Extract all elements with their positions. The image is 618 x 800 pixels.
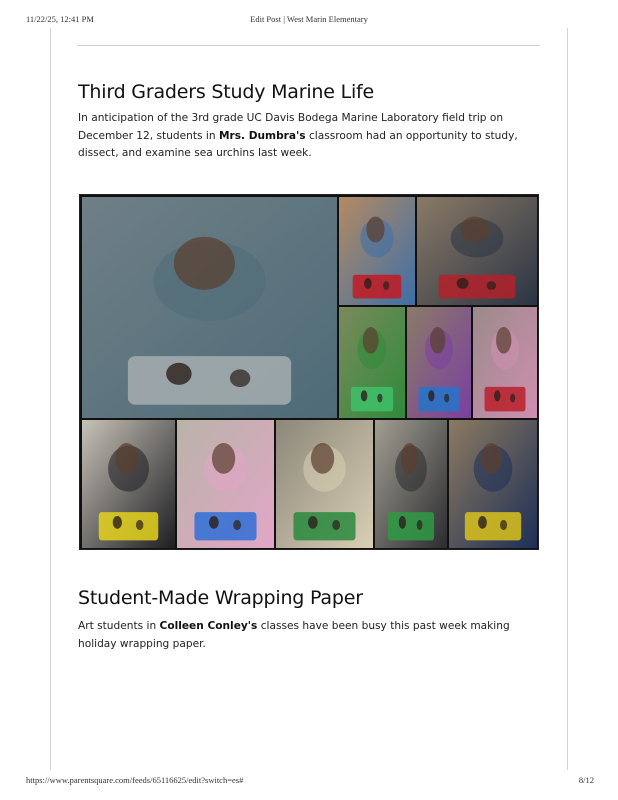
teacher-name: Mrs. Dumbra's	[218, 129, 306, 142]
photo-class-circle-image	[82, 197, 337, 418]
photo-boy-green-shirt	[339, 307, 405, 418]
photo-purple-hat	[407, 307, 471, 418]
teacher-name: Colleen Conley's	[159, 620, 258, 632]
photo-purple-hat-image	[407, 307, 471, 418]
photo-two-girls-image	[276, 420, 373, 548]
photo-girl-black-shirt-image	[82, 420, 175, 548]
photo-boy-red-tray-image	[339, 197, 415, 305]
article-body	[78, 618, 540, 653]
article-marine-life	[78, 78, 540, 163]
photo-girl-green-tray	[375, 420, 447, 548]
content-border-right	[567, 28, 568, 770]
photo-boy-green-shirt-image	[339, 307, 405, 418]
photo-collage[interactable]	[79, 194, 539, 550]
article-heading: Third Graders Study Marine Life	[78, 81, 375, 103]
page-number: 8/12	[578, 775, 594, 785]
body-text: classroom had an opportunity to study, dissect, and examine sea urchins last week.	[78, 129, 518, 159]
photo-navy-cap-image	[449, 420, 537, 548]
article-wrapping-paper	[78, 584, 540, 653]
photo-girl-pink-shirt-image	[473, 307, 537, 418]
photo-boy-red-tray	[339, 197, 415, 305]
print-header	[0, 14, 618, 28]
photo-girl-pink-tshirt-image	[177, 420, 274, 548]
photo-two-girls	[276, 420, 373, 548]
body-text: In anticipation of the 3rd grade UC Davis Bodega Marine Laboratory field trip on December 12, students in	[78, 112, 504, 142]
photo-kids-red-tray	[417, 197, 537, 305]
photo-class-circle	[82, 197, 337, 418]
content-border-left	[50, 28, 51, 770]
body-text: classes have been busy this past week making holiday wrapping paper.	[78, 620, 510, 650]
article-heading: Student-Made Wrapping Paper	[78, 587, 363, 609]
photo-girl-pink-shirt	[473, 307, 537, 418]
photo-girl-pink-tshirt	[177, 420, 274, 548]
print-footer	[0, 775, 618, 789]
photo-girl-green-tray-image	[375, 420, 447, 548]
print-page-title: Edit Post | West Marin Elementary	[250, 14, 368, 24]
body-text: Art students in	[78, 620, 160, 632]
article-body	[78, 110, 540, 163]
top-divider	[78, 45, 540, 46]
photo-navy-cap	[449, 420, 537, 548]
photo-kids-red-tray-image	[417, 197, 537, 305]
photo-girl-black-shirt	[82, 420, 175, 548]
print-url: https://www.parentsquare.com/feeds/65116625/edit?switch=es#	[26, 775, 244, 785]
print-datetime: 11/22/25, 12:41 PM	[26, 14, 94, 24]
